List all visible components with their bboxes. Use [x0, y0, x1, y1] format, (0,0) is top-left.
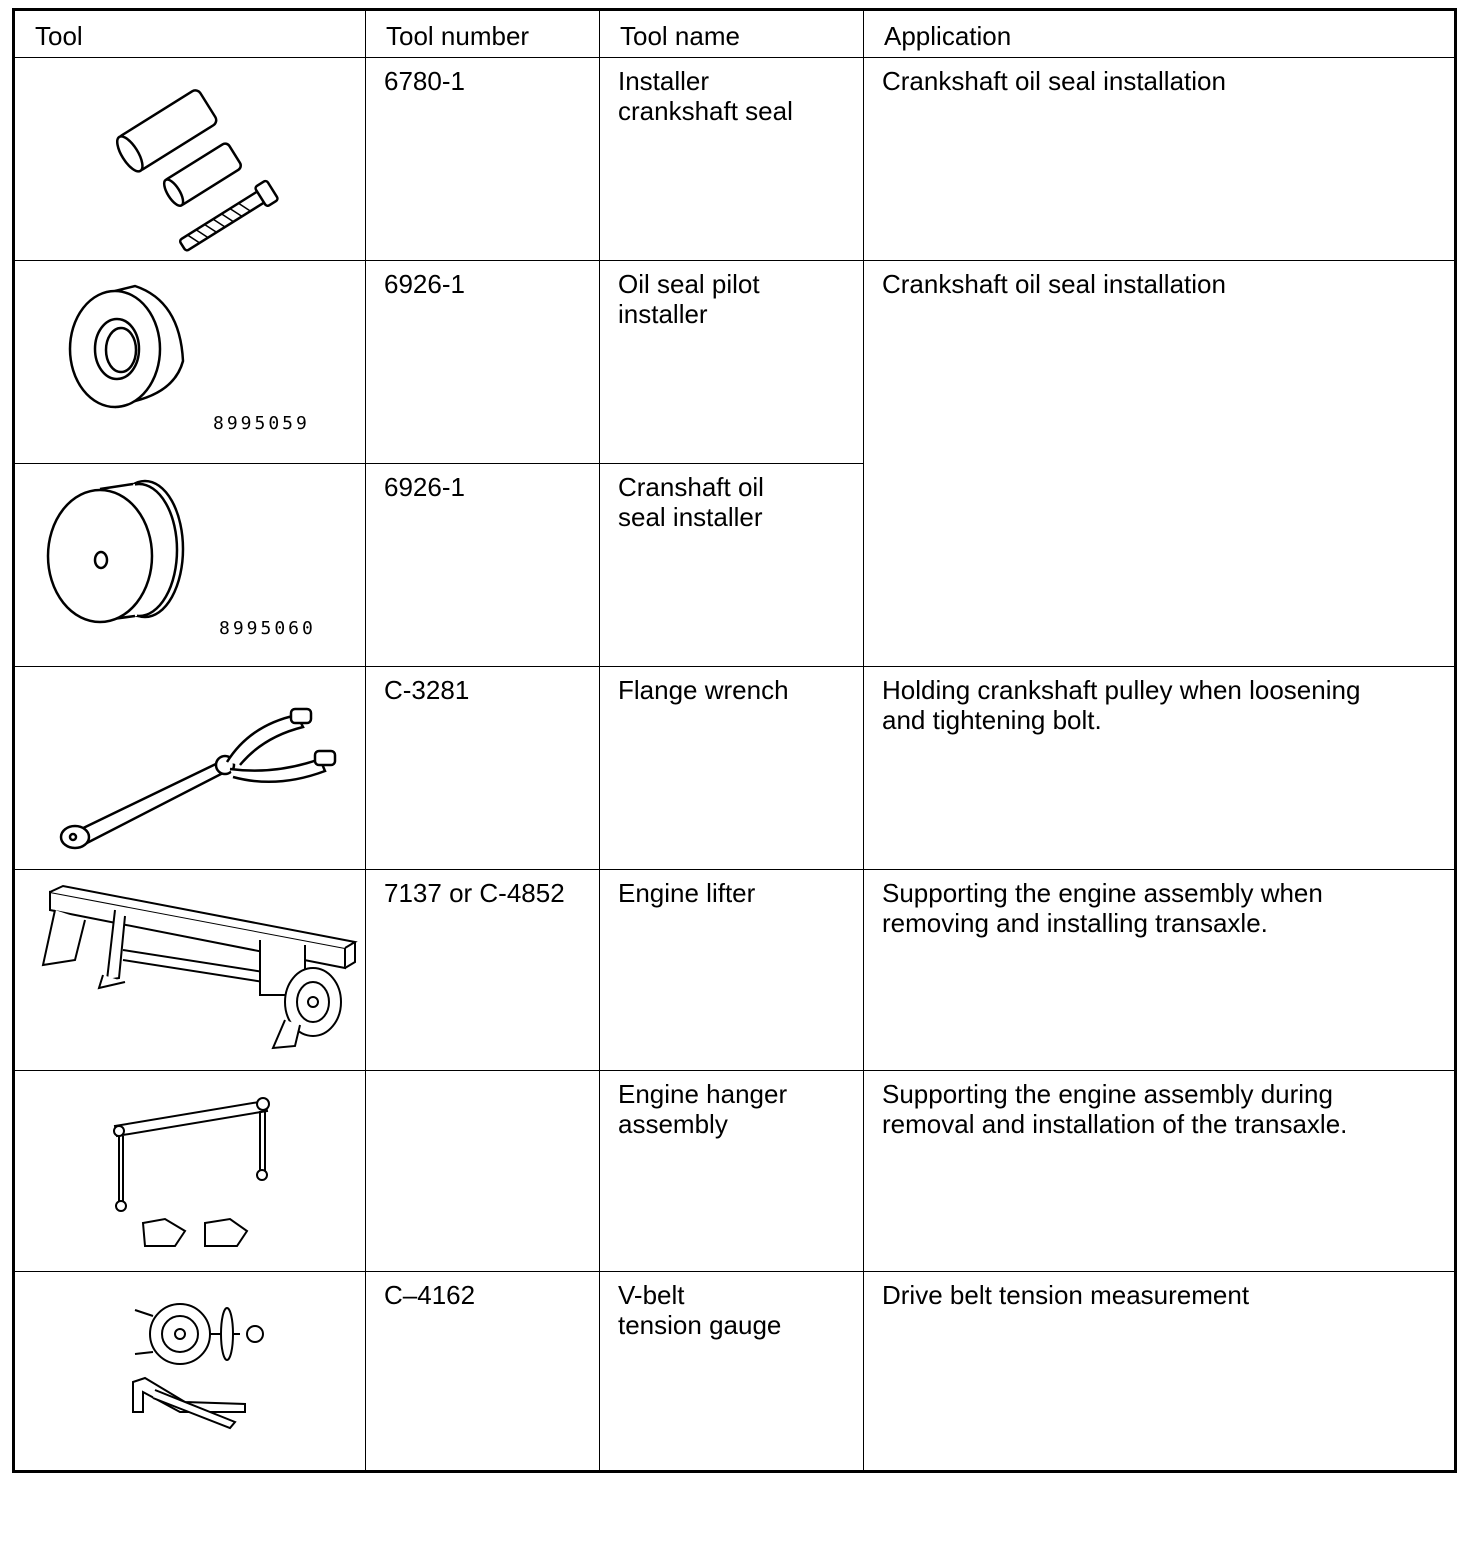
- tool-image-cell: [14, 1071, 366, 1272]
- tool-image-cell: [14, 464, 366, 667]
- header-application: Application: [864, 10, 1456, 58]
- tool-number-cell: 6780-1: [366, 58, 600, 261]
- crankshaft-seal-installer-icon: [15, 58, 367, 261]
- table-row: [14, 870, 1456, 1071]
- application-cell: Supporting the engine assembly during removal and installation of the transaxle.: [864, 1071, 1456, 1272]
- table-row: [14, 58, 1456, 261]
- tool-number-cell: C-3281: [366, 667, 600, 870]
- tool-number-cell: [366, 1071, 600, 1272]
- application-cell: Drive belt tension measurement: [864, 1272, 1456, 1472]
- tool-number-cell: C–4162: [366, 1272, 600, 1472]
- header-tool-number: Tool number: [366, 10, 600, 58]
- table-row: [14, 667, 1456, 870]
- table-row: [14, 1071, 1456, 1272]
- table-row: [14, 261, 1456, 464]
- v-belt-tension-gauge-icon: [15, 1272, 367, 1472]
- tool-image-cell: [14, 667, 366, 870]
- tool-image-cell: [14, 1272, 366, 1472]
- part-code: 8995059: [213, 413, 310, 434]
- table-row: [14, 1272, 1456, 1472]
- engine-lifter-icon: [15, 870, 367, 1071]
- tool-image-cell: [14, 261, 366, 464]
- special-tools-table: [12, 8, 1457, 1473]
- tool-name-cell: Cranshaft oil seal installer: [600, 464, 864, 667]
- tool-name-cell: Engine hanger assembly: [600, 1071, 864, 1272]
- flange-wrench-icon: [15, 667, 367, 870]
- tool-name-cell: Installer crankshaft seal: [600, 58, 864, 261]
- header-tool: Tool: [14, 10, 366, 58]
- tool-image-cell: [14, 870, 366, 1071]
- application-cell: Crankshaft oil seal installation: [864, 261, 1456, 667]
- tool-image-cell: [14, 58, 366, 261]
- tool-number-cell: 6926-1: [366, 261, 600, 464]
- application-cell: Holding crankshaft pulley when loosening and tightening bolt.: [864, 667, 1456, 870]
- application-cell: Crankshaft oil seal installation: [864, 58, 1456, 261]
- tool-name-cell: Oil seal pilot installer: [600, 261, 864, 464]
- header-tool-name: Tool name: [600, 10, 864, 58]
- header-row: [14, 10, 1456, 58]
- tool-name-cell: V-belt tension gauge: [600, 1272, 864, 1472]
- part-code: 8995060: [219, 618, 316, 639]
- engine-hanger-icon: [15, 1071, 367, 1272]
- tool-name-cell: Flange wrench: [600, 667, 864, 870]
- application-cell: Supporting the engine assembly when removing and installing transaxle.: [864, 870, 1456, 1071]
- tool-name-cell: Engine lifter: [600, 870, 864, 1071]
- tool-number-cell: 7137 or C-4852: [366, 870, 600, 1071]
- oil-seal-pilot-installer-icon: [15, 261, 367, 464]
- tool-number-cell: 6926-1: [366, 464, 600, 667]
